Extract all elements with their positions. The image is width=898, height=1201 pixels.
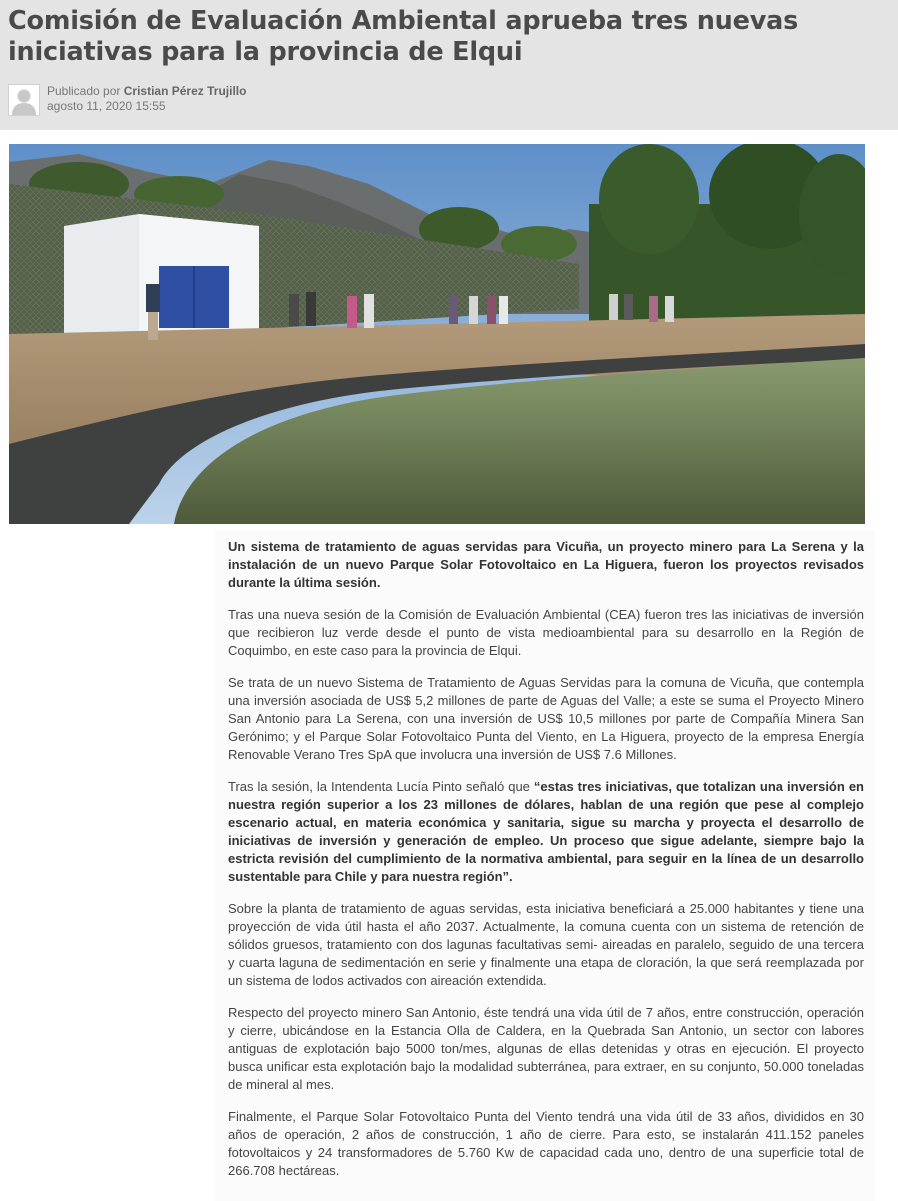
publish-date: agosto 11, 2020 15:55 (47, 99, 166, 113)
person (306, 292, 316, 326)
article-header (0, 0, 898, 130)
person (487, 296, 496, 324)
article-body (215, 530, 875, 1201)
person (289, 294, 299, 326)
person (499, 296, 508, 324)
byline-line (47, 84, 447, 99)
person (624, 294, 633, 320)
paragraph: Tras una nueva sesión de la Comisión de Evaluación Ambiental (CEA) fueron tres las iniciativas de inversión que recibieron luz verde desde el punto de vista medioambiental para su desarrollo en la Región de Coquimbo, en este caso para la provincia de Elqui. (228, 607, 864, 658)
person (609, 294, 618, 320)
eucalyptus (599, 144, 699, 254)
person (649, 296, 658, 322)
paragraph (228, 778, 864, 886)
hero-image (9, 144, 865, 524)
person (146, 284, 160, 312)
article-content (228, 538, 864, 1194)
byline-prefix: Publicado por (47, 84, 121, 98)
author-link[interactable]: Cristian Pérez Trujillo (123, 84, 247, 98)
person (148, 312, 158, 340)
paragraph: Respecto del proyecto minero San Antonio, éste tendrá una vida útil de 7 años, entre construcción, operación y cierre, ubicándose en la Estancia Olla de Caldera, en la Quebrada San Antonio, un sector con labores antiguas de explotación bajo 5000 ton/mes, algunas de ellas detenidas y otras en ejecución. El proyecto busca unificar esta explotación bajo la modalidad subterránea, para extraer, en su conjunto, 50.000 toneladas de mineral al mes. (228, 1005, 864, 1092)
paragraph: Se trata de un nuevo Sistema de Tratamiento de Aguas Servidas para la comuna de Vicuña, que contempla una inversión asociada de US$ 5,2 millones de parte de Aguas del Valle; a este se suma el Proyecto Minero San Antonio para La Serena, con una inversión de US$ 10,5 millones por parte de Compañía Minera San Gerónimo; y el Parque Solar Fotovoltaico Punta del Viento, en La Higuera, proyecto de la empresa Energía Renovable Verano Tres SpA que involucra una inversión de US$ 7.6 Millones. (228, 675, 864, 762)
article-lead: Un sistema de tratamiento de aguas servidas para Vicuña, un proyecto minero para La Serena y la instalación de un nuevo Parque Solar Fotovoltaico en La Higuera, fueron los proyectos revisados durante la última sesión. (228, 539, 864, 590)
article-title: Comisión de Evaluación Ambiental aprueba tres nuevas iniciativas para la provincia de Elqui (8, 6, 799, 67)
person (665, 296, 674, 322)
paragraph-intro: Tras la sesión, la Intendenta Lucía Pinto señaló que (228, 779, 534, 794)
person (364, 294, 374, 328)
byline-meta (47, 84, 447, 114)
person (469, 296, 478, 324)
paragraph: Sobre la planta de tratamiento de aguas servidas, esta iniciativa beneficiará a 25.000 habitantes y tiene una proyección de vida útil hasta el año 2037. Actualmente, la comuna cuenta con un sistema de retención de sólidos gruesos, tratamiento con dos lagunas facultativas semi- aireadas en paralelo, seguido de una tercera y cuarta laguna de sedimentación en serie y finalmente una etapa de cloración, la que será reemplazada por un sistema de lodos activados con aireación extendida. (228, 901, 864, 988)
default-user-avatar-icon[interactable] (8, 84, 40, 116)
paragraph: Finalmente, el Parque Solar Fotovoltaico Punta del Viento tendrá una vida útil de 33 años, divididos en 30 años de operación, 2 años de construcción, 1 año de cierre. Para esto, se instalarán 411.152 paneles fotovoltaicos y 24 transformadores de 5.760 Kw de capacidad cada uno, dentro de una superficie total de 266.708 hectáreas. (228, 1109, 864, 1178)
hero-photo (9, 144, 865, 524)
person (449, 296, 458, 324)
intendenta-quote: “estas tres iniciativas, que totalizan una inversión en nuestra región superior a los 23 millones de dólares, hablan de una región que pese al complejo escenario actual, en materia económica y sanitaria, sigue su marcha y proyecta el desarrollo de iniciativas de inversión y generación de empleo. Un proceso que sigue adelante, siempre bajo la estricta revisión del cumplimiento de la normativa ambiental, para seguir en la línea de un desarrollo sustentable para Chile y para nuestra región”. (228, 779, 864, 884)
person (347, 296, 357, 328)
